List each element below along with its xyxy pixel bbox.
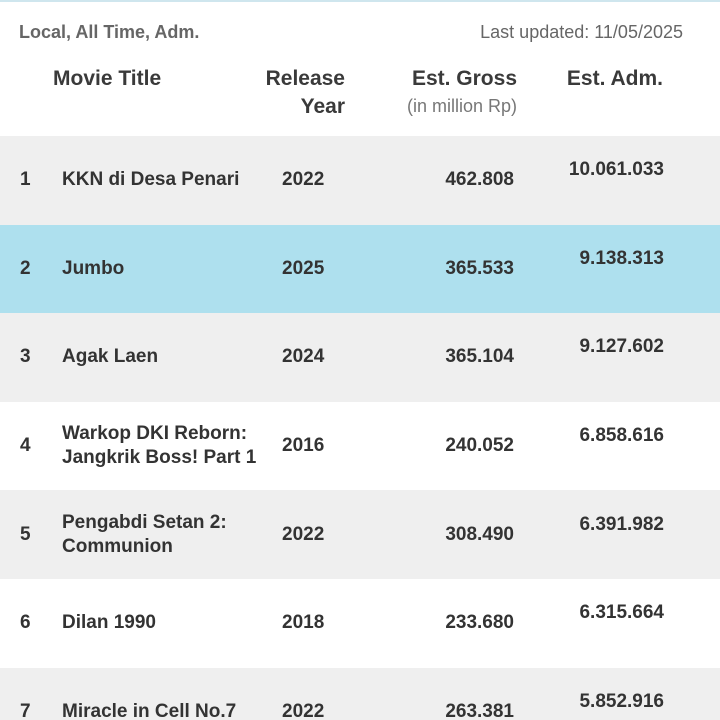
year-cell: 2025 bbox=[282, 257, 325, 279]
admissions-cell: 9.138.313 bbox=[579, 247, 664, 269]
gross-cell: 308.490 bbox=[445, 523, 514, 545]
column-header-gross-label: Est. Gross bbox=[411, 67, 517, 90]
admissions-cell: 6.858.616 bbox=[579, 425, 664, 447]
table-row[interactable] bbox=[0, 579, 720, 668]
admissions-cell: 10.061.033 bbox=[568, 159, 664, 181]
table-row[interactable] bbox=[0, 490, 720, 579]
filter-summary[interactable]: Local, All Time, Adm. bbox=[19, 22, 200, 42]
title-cell: Jumbo bbox=[62, 257, 125, 279]
gross-cell: 365.533 bbox=[445, 257, 514, 279]
column-header-gross[interactable] bbox=[407, 65, 517, 119]
table-row[interactable] bbox=[0, 136, 720, 225]
title-cell: KKN di Desa Penari bbox=[62, 169, 240, 191]
column-header-release-line1: Release bbox=[265, 67, 345, 90]
title-cell: Dilan 1990 bbox=[62, 612, 156, 634]
admissions-cell: 9.127.602 bbox=[579, 336, 664, 358]
title-cell: Warkop DKI Reborn: Jangkrik Boss! Part 1 bbox=[62, 423, 257, 469]
gross-cell: 263.381 bbox=[445, 700, 514, 720]
title-cell: Pengabdi Setan 2: Communion bbox=[62, 511, 227, 557]
year-cell: 2022 bbox=[282, 700, 325, 720]
year-cell: 2016 bbox=[282, 435, 325, 457]
admissions-cell: 6.391.982 bbox=[579, 513, 664, 535]
admissions-cell: 5.852.916 bbox=[579, 690, 664, 712]
column-header-release-year[interactable] bbox=[266, 65, 345, 121]
rank-cell: 1 bbox=[20, 169, 31, 191]
rank-cell: 5 bbox=[20, 523, 31, 545]
year-cell: 2024 bbox=[282, 346, 325, 368]
last-updated: Last updated: 11/05/2025 bbox=[480, 22, 683, 42]
table-row-highlighted[interactable] bbox=[0, 225, 720, 314]
rank-cell: 7 bbox=[20, 700, 31, 720]
column-header-gross-unit: (in million Rp) bbox=[406, 96, 517, 116]
rank-cell: 6 bbox=[20, 612, 31, 634]
column-header-title[interactable]: Movie Title bbox=[53, 67, 162, 90]
gross-cell: 240.052 bbox=[445, 435, 514, 457]
table-row[interactable] bbox=[0, 402, 720, 491]
gross-cell: 233.680 bbox=[445, 612, 514, 634]
year-cell: 2022 bbox=[282, 169, 325, 191]
year-cell: 2018 bbox=[282, 612, 325, 634]
box-office-table bbox=[0, 136, 720, 720]
table-row[interactable] bbox=[0, 313, 720, 402]
rank-cell: 4 bbox=[20, 435, 31, 457]
admissions-cell: 6.315.664 bbox=[579, 602, 664, 624]
rank-cell: 2 bbox=[20, 257, 31, 279]
gross-cell: 365.104 bbox=[445, 346, 514, 368]
top-divider bbox=[0, 0, 720, 2]
rank-cell: 3 bbox=[20, 346, 31, 368]
gross-cell: 462.808 bbox=[445, 169, 514, 191]
table-row[interactable] bbox=[0, 668, 720, 720]
title-cell: Miracle in Cell No.7 bbox=[62, 700, 237, 720]
year-cell: 2022 bbox=[282, 523, 325, 545]
column-header-release-line2: Year bbox=[300, 95, 345, 118]
title-cell: Agak Laen bbox=[62, 346, 159, 368]
column-header-admissions[interactable]: Est. Adm. bbox=[566, 67, 663, 90]
